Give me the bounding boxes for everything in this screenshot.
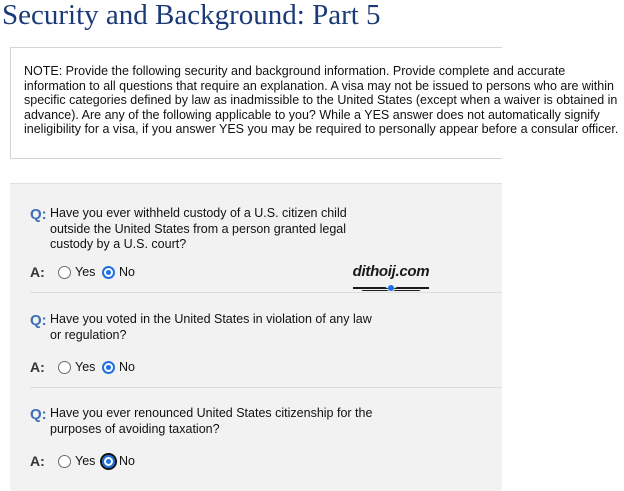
question-2 (10, 312, 502, 346)
answer-3-yes-option[interactable] (58, 454, 95, 468)
yes-label: Yes (75, 360, 96, 374)
question-text: Have you ever renounced United States citizenship for the purposes of avoiding taxation? (50, 406, 373, 436)
no-label: No (119, 360, 135, 374)
answer-3 (10, 453, 502, 473)
radio-checked-icon[interactable] (102, 361, 115, 374)
question-label: Q: (30, 312, 47, 329)
question-label: Q: (30, 406, 47, 423)
answer-1-no-option[interactable] (102, 265, 135, 279)
divider (30, 292, 502, 293)
no-label: No (119, 265, 135, 279)
answer-label: A: (30, 264, 45, 280)
question-text: Have you voted in the United States in violation of any law or regulation? (50, 312, 372, 342)
answer-label: A: (30, 453, 45, 469)
radio-checked-icon[interactable] (102, 266, 115, 279)
radio-unchecked-icon[interactable] (58, 266, 71, 279)
no-label: No (119, 454, 135, 468)
questions-panel (10, 183, 502, 491)
answer-2-no-option[interactable] (102, 360, 135, 374)
wings-logo-icon (351, 283, 431, 293)
yes-label: Yes (75, 454, 96, 468)
radio-checked-focused-icon[interactable] (102, 455, 115, 468)
answer-1-yes-option[interactable] (58, 265, 95, 279)
watermark-text: dithoij.com (352, 263, 430, 280)
watermark (351, 263, 431, 291)
note-box (10, 47, 619, 159)
question-3 (10, 406, 502, 440)
radio-unchecked-icon[interactable] (58, 361, 71, 374)
answer-2-yes-option[interactable] (58, 360, 95, 374)
answer-3-no-option[interactable] (102, 454, 135, 468)
yes-label: Yes (75, 265, 96, 279)
divider (30, 387, 502, 388)
question-text: Have you ever withheld custody of a U.S. citizen child outside the United States from a person granted legal custody by a U.S. court? (50, 206, 347, 251)
answer-2 (10, 359, 502, 379)
question-label: Q: (30, 206, 47, 223)
note-text: NOTE: Provide the following security and background information. Provide complete and accurate information to all questions that require an explanation. A visa may not be issued to persons who are within specific categories defined by law as inadmissible to the United States (except when a waiver is obtained in advance). Are any of the following applicable to you? While a YES answer does not automatically signify ineligibility for a visa, if you answer YES you may be required to personally appear before a consular officer. (24, 64, 619, 136)
radio-unchecked-icon[interactable] (58, 455, 71, 468)
answer-label: A: (30, 359, 45, 375)
question-1 (10, 206, 502, 254)
page-title: Security and Background: Part 5 (2, 0, 381, 31)
